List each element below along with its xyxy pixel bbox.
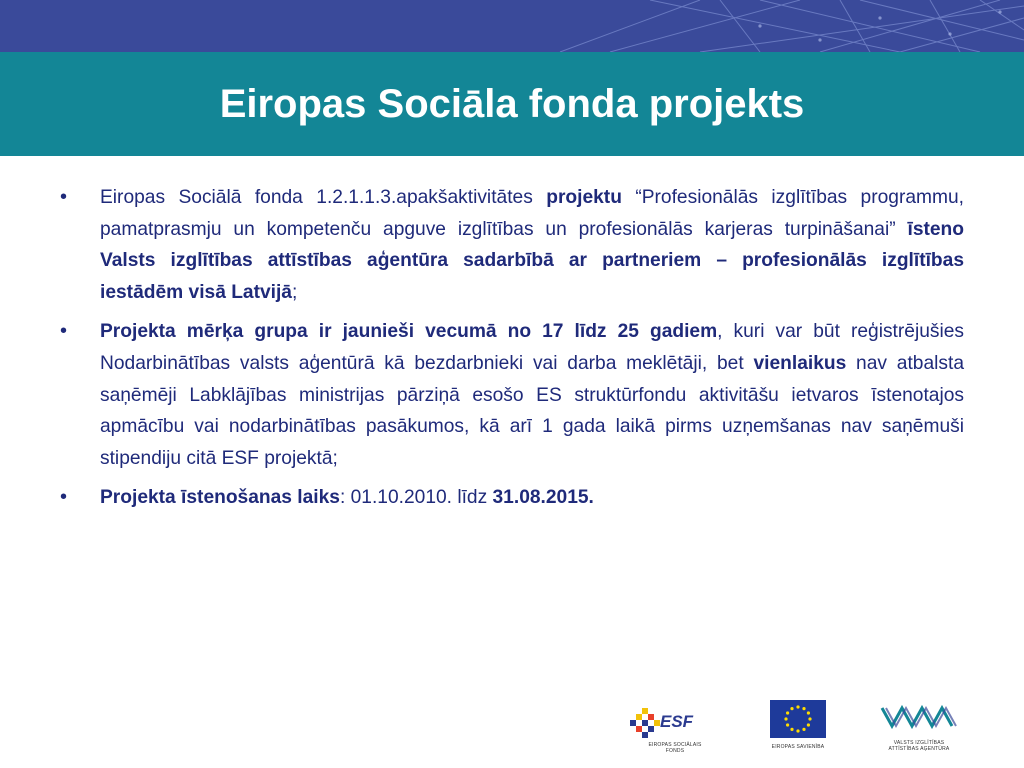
bullet-text-bold: īsteno Valsts izglītības attīstības aģentūra sadarbībā ar partneriem – profesionālās izglītības iestādēm visā Latvijā (100, 218, 964, 303)
bullet-text: “Profesionālās izglītības programmu, pamatprasmju un kompetenču apguve izglītības un profesionālās karjeras turpināšanai” (100, 187, 964, 240)
eu-flag-icon (770, 700, 826, 738)
eu-caption: EIROPAS SAVIENĪBA (771, 744, 825, 750)
network-lines-decor (0, 0, 1024, 52)
bullet-text: , kuri var būt reģistrējušies Nodarbinātības valsts aģentūrā kā bezdarbnieki vai darba meklētāji, bet (100, 321, 965, 374)
bullet-text-bold: vienlaikus (753, 352, 847, 374)
bullet-dot: • (60, 320, 68, 343)
title-band (0, 52, 1024, 156)
bullet-dot: • (60, 486, 68, 509)
esf-caption-2: FONDS (665, 748, 685, 754)
bullet-text: nav atbalsta saņēmēji Labklājības ministrijas pārziņā esošo ES struktūrfondu aktivitāšu ietvaros īstenotajos apmācību vai nodarbinātības pasākumos, kā arī 1 gada laikā pirms uzņemšanas nav saņēmuši stipendiju citā ESF projektā; (100, 352, 964, 469)
logo-row (630, 700, 970, 760)
bullet-item (58, 316, 964, 474)
bullet-text-bold: projektu (546, 187, 622, 208)
bullet-item (58, 482, 964, 514)
bullet-list (58, 182, 964, 514)
viaa-emblem-icon (878, 700, 960, 734)
slide-title: Eiropas Sociāla fonda projekts (219, 82, 805, 126)
bullet-text-bold: Projekta mērķa grupa ir jaunieši vecumā no 17 līdz 25 gadiem (100, 321, 718, 343)
bullet-text: Eiropas Sociālā fonda 1.2.1.1.3.apakšaktivitātes (100, 187, 547, 208)
esf-caption-1: EIROPAS SOCIĀLAIS (648, 742, 702, 748)
bullet-text: ; (291, 281, 298, 303)
eu-logo (770, 700, 826, 758)
esf-wordmark: ESF (660, 712, 694, 731)
viaa-caption-1: VALSTS IZGLĪTĪBAS (893, 740, 945, 746)
esf-logo (630, 700, 720, 758)
viaa-caption-2: ATTĪSTĪBAS AĢENTŪRA (888, 746, 950, 752)
viaa-logo (878, 700, 960, 758)
bullet-text-bold: Projekta īstenošanas laiks (100, 487, 340, 509)
bullet-dot: • (60, 186, 68, 208)
top-decor-band (0, 0, 1024, 52)
content-area (58, 182, 964, 522)
bullet-item (58, 182, 964, 308)
bullet-text-bold: 31.08.2015. (492, 487, 594, 509)
esf-mosaic-icon (630, 708, 660, 738)
bullet-text: : 01.10.2010. līdz (339, 487, 493, 509)
